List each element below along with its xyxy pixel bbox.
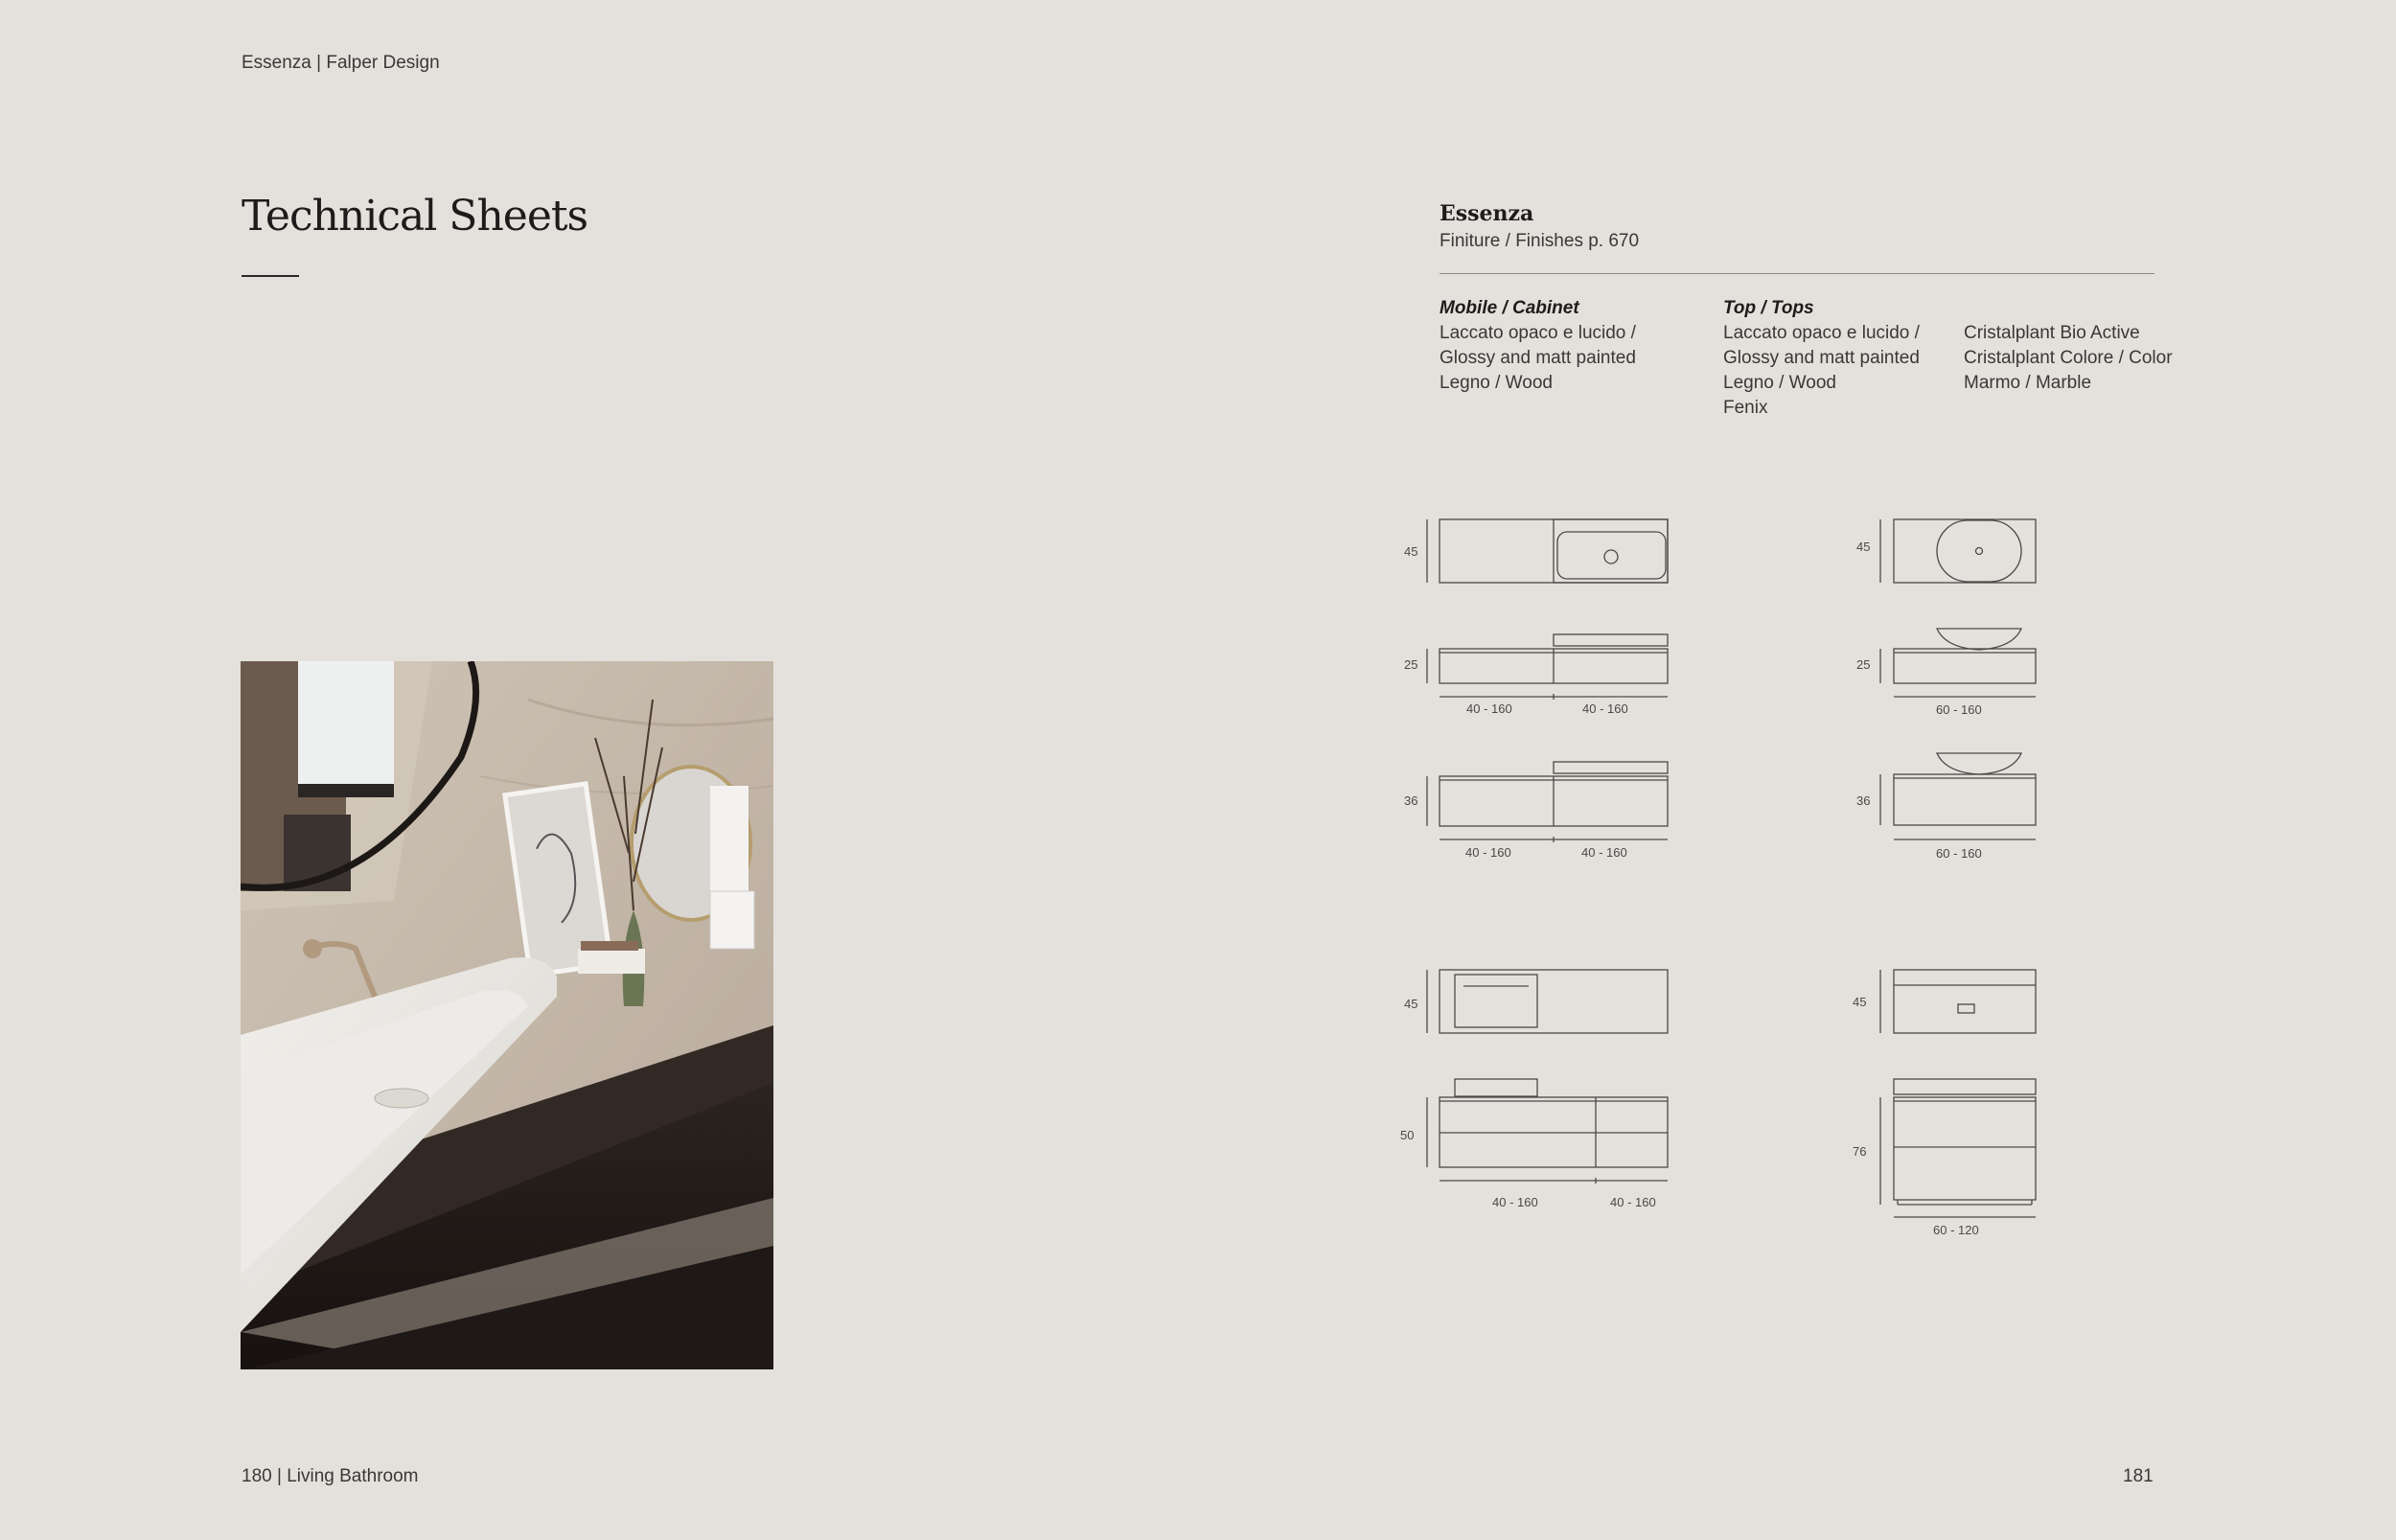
dimension-label: 40 - 160: [1581, 845, 1627, 860]
drawing-d-front-view: [1853, 1079, 2036, 1237]
page-title: Technical Sheets: [242, 192, 588, 241]
dimension-label: 50: [1400, 1128, 1415, 1142]
footer-page-number: 181: [2123, 1466, 2154, 1486]
dimension-label: 45: [1856, 540, 1871, 554]
tops-heading: Top / Tops: [1723, 298, 1814, 318]
tops-line: Laccato opaco e lucido /: [1723, 323, 1920, 343]
tops-line: Cristalplant Bio Active: [1964, 323, 2140, 343]
tops-line: Marmo / Marble: [1964, 373, 2092, 393]
cabinet-line: Laccato opaco e lucido /: [1440, 323, 1636, 343]
drawing-a-top-view: [1404, 519, 1668, 583]
cabinet-line: Legno / Wood: [1440, 373, 1553, 393]
dimension-label: 45: [1853, 995, 1867, 1009]
tops-line: Fenix: [1723, 398, 1768, 418]
drawing-a-front-view-2: [1404, 762, 1668, 860]
cabinet-heading: Mobile / Cabinet: [1440, 298, 1579, 318]
drawing-b-front-view-2: [1856, 753, 2036, 861]
dimension-label: 60 - 160: [1936, 846, 1982, 861]
drawing-c-front-view: [1400, 1079, 1668, 1209]
dimension-label: 60 - 120: [1933, 1223, 1979, 1237]
dimension-label: 25: [1856, 657, 1871, 672]
drawing-b-top-view: [1856, 519, 2036, 583]
finishes-reference: Finiture / Finishes p. 670: [1440, 231, 1640, 251]
header-brand: Essenza | Falper Design: [242, 53, 440, 73]
dimension-label: 25: [1404, 657, 1418, 672]
dimension-label: 36: [1404, 793, 1418, 808]
dimension-label: 40 - 160: [1492, 1195, 1538, 1209]
tops-line: Glossy and matt painted: [1723, 348, 1920, 368]
dimension-label: 40 - 160: [1610, 1195, 1656, 1209]
cabinet-line: Glossy and matt painted: [1440, 348, 1636, 368]
drawing-b-front-view-1: [1856, 629, 2036, 717]
dimension-label: 40 - 160: [1466, 701, 1512, 716]
dimension-label: 45: [1404, 997, 1418, 1011]
drawing-c-top-view: [1404, 970, 1668, 1033]
drawing-d-top-view: [1853, 970, 2036, 1033]
dimension-label: 36: [1856, 793, 1871, 808]
dimension-label: 60 - 160: [1936, 702, 1982, 717]
dimension-label: 45: [1404, 544, 1418, 559]
tops-line: Legno / Wood: [1723, 373, 1836, 393]
tops-line: Cristalplant Colore / Color: [1964, 348, 2173, 368]
footer-page-info: 180 | Living Bathroom: [242, 1466, 419, 1486]
product-name: Essenza: [1440, 201, 1534, 226]
drawing-a-front-view-1: [1404, 634, 1668, 716]
dimension-label: 40 - 160: [1465, 845, 1511, 860]
dimension-label: 76: [1853, 1144, 1867, 1159]
dimension-label: 40 - 160: [1582, 701, 1628, 716]
